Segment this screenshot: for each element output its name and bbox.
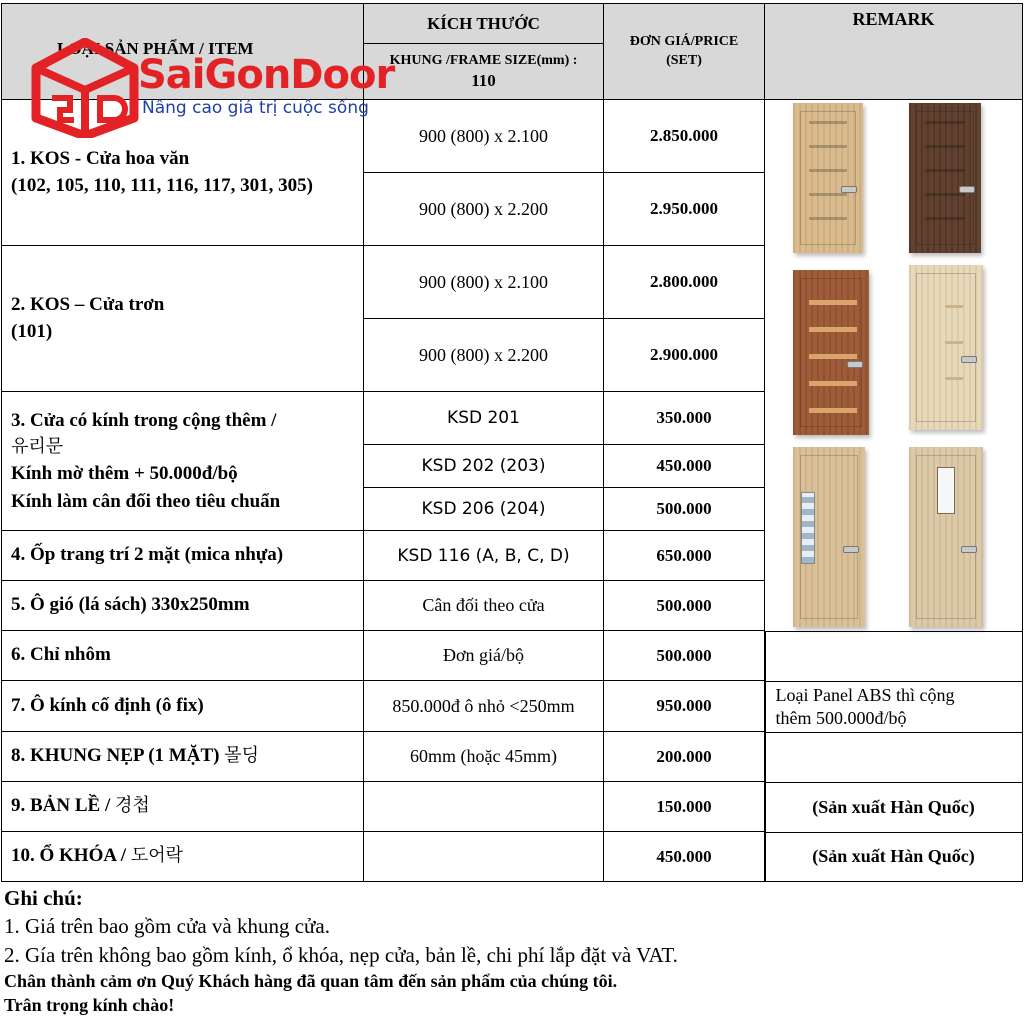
price-cell: 2.950.000 (604, 173, 765, 246)
size-cell: 60mm (hoặc 45mm) (364, 732, 604, 782)
item-hinge (2, 782, 364, 832)
size-cell: 850.000đ ô nhỏ <250mm (364, 681, 604, 732)
size-cell: KSD 206 (204) (364, 488, 604, 531)
item-note: Kính mờ thêm + 50.000đ/bộ (11, 463, 238, 485)
price-cell: 450.000 (604, 832, 765, 882)
cherry-striped-door-icon (793, 270, 869, 435)
remark-cell (765, 681, 1023, 732)
size-cell: Đơn giá/bộ (364, 631, 604, 681)
thanks-line: Chân thành cảm ơn Quý Khách hàng đã quan tâm đến sản phẩm của chúng tôi. (4, 971, 618, 992)
item-models: (102, 105, 110, 111, 116, 117, 301, 305) (11, 174, 313, 196)
size-cell (364, 782, 604, 832)
header-price-line-2: (SET) (666, 52, 702, 68)
item-label: 3. Cửa có kính trong cộng thêm / (11, 409, 277, 431)
item-kos-plain (2, 246, 364, 392)
size-cell: KSD 201 (364, 392, 604, 445)
item-models: (101) (11, 320, 53, 342)
item-label-korean: 경첩 (115, 795, 150, 817)
price-cell: 2.850.000 (604, 100, 765, 173)
item-decor-cover (2, 531, 364, 581)
sgd-cube-logo-icon (30, 38, 140, 138)
remark-text: (Sản xuất Hàn Quốc) (812, 846, 975, 867)
header-price (604, 4, 765, 100)
price-cell: 500.000 (604, 581, 765, 631)
remark-text: thêm 500.000đ/bộ (775, 707, 907, 728)
brand-tagline: Nâng cao giá trị cuộc sống (142, 98, 369, 118)
note-line-1: 1. Giá trên bao gồm cửa và khung cửa. (4, 914, 330, 939)
item-label: 5. Ô gió (11, 594, 74, 616)
item-frame-trim (2, 732, 364, 782)
item-type: (lá sách) (78, 594, 147, 616)
item-aluminium-trim: 6. Chỉ nhôm (2, 631, 364, 681)
item-note: Kính làm cân đối theo tiêu chuẩn (11, 490, 281, 512)
dark-walnut-panel-door-icon (909, 103, 981, 253)
remark-cell (765, 631, 1023, 681)
item-label-korean: 유리문 (11, 436, 64, 458)
remark-cell (765, 832, 1023, 882)
header-frame-size-line-2: 110 (471, 70, 496, 90)
cream-striped-door-icon (909, 265, 983, 430)
price-cell: 500.000 (604, 488, 765, 531)
item-label: 4. Ốp trang trí 2 mặt (11, 544, 180, 566)
notes-title: Ghi chú: (4, 886, 83, 910)
price-cell: 950.000 (604, 681, 765, 732)
price-cell: 450.000 (604, 445, 765, 488)
price-cell: 2.900.000 (604, 319, 765, 392)
brand-name: SaiGonDoor (138, 52, 395, 98)
item-vent (2, 581, 364, 631)
size-cell: 900 (800) x 2.200 (364, 173, 604, 246)
price-cell: 200.000 (604, 732, 765, 782)
size-cell: 900 (800) x 2.100 (364, 100, 604, 173)
item-label: 1. KOS - Cửa hoa văn (11, 147, 190, 169)
item-material: (mica nhựa) (184, 544, 284, 566)
header-frame-size-line-1: KHUNG /FRAME SIZE(mm) : (389, 53, 578, 69)
size-cell: KSD 202 (203) (364, 445, 604, 488)
remark-text: (Sản xuất Hàn Quốc) (812, 796, 975, 817)
item-label-korean: 도어락 (130, 845, 183, 867)
remark-text: Loại Panel ABS thì cộng (775, 685, 955, 705)
price-cell: 2.800.000 (604, 246, 765, 319)
remark-cell (765, 782, 1023, 832)
closing-line: Trân trọng kính chào! (4, 995, 175, 1016)
notes-section (4, 884, 1019, 1018)
header-remark: REMARK (765, 4, 1023, 100)
size-cell: 900 (800) x 2.200 (364, 319, 604, 392)
size-cell: Cân đối theo cửa (364, 581, 604, 631)
item-dimension: 330x250mm (151, 594, 250, 616)
header-size: KÍCH THƯỚC (364, 4, 604, 44)
remark-cell (765, 732, 1023, 782)
item-glass-door (2, 392, 364, 531)
item-label: 8. KHUNG NẸP (1 MẶT) (11, 745, 220, 767)
oak-glass-decor-door-icon (793, 447, 865, 627)
note-line-2: 2. Gía trên không bao gồm kính, ổ khóa, nẹp cửa, bản lề, chi phí lắp đặt và VAT. (4, 942, 678, 967)
price-cell: 500.000 (604, 631, 765, 681)
item-label: 9. BẢN LỀ / (11, 795, 111, 817)
light-oak-panel-door-icon (793, 103, 863, 253)
price-cell: 350.000 (604, 392, 765, 445)
price-cell: 650.000 (604, 531, 765, 581)
item-label: 2. KOS – Cửa trơn (11, 293, 165, 315)
oak-window-door-icon (909, 447, 983, 627)
price-cell: 150.000 (604, 782, 765, 832)
item-label: 10. Ổ KHÓA / (11, 845, 127, 867)
item-fixed-glass: 7. Ô kính cố định (ô fix) (2, 681, 364, 732)
size-cell: KSD 116 (A, B, C, D) (364, 531, 604, 581)
saigondoor-logo (30, 38, 420, 138)
header-item: LOẠI SẢN PHẨM / ITEM (2, 4, 364, 100)
size-cell (364, 832, 604, 882)
item-label-korean: 몰딩 (224, 745, 259, 767)
item-lock (2, 832, 364, 882)
size-cell: 900 (800) x 2.100 (364, 246, 604, 319)
header-price-line-1: ĐƠN GIÁ/PRICE (629, 34, 739, 50)
